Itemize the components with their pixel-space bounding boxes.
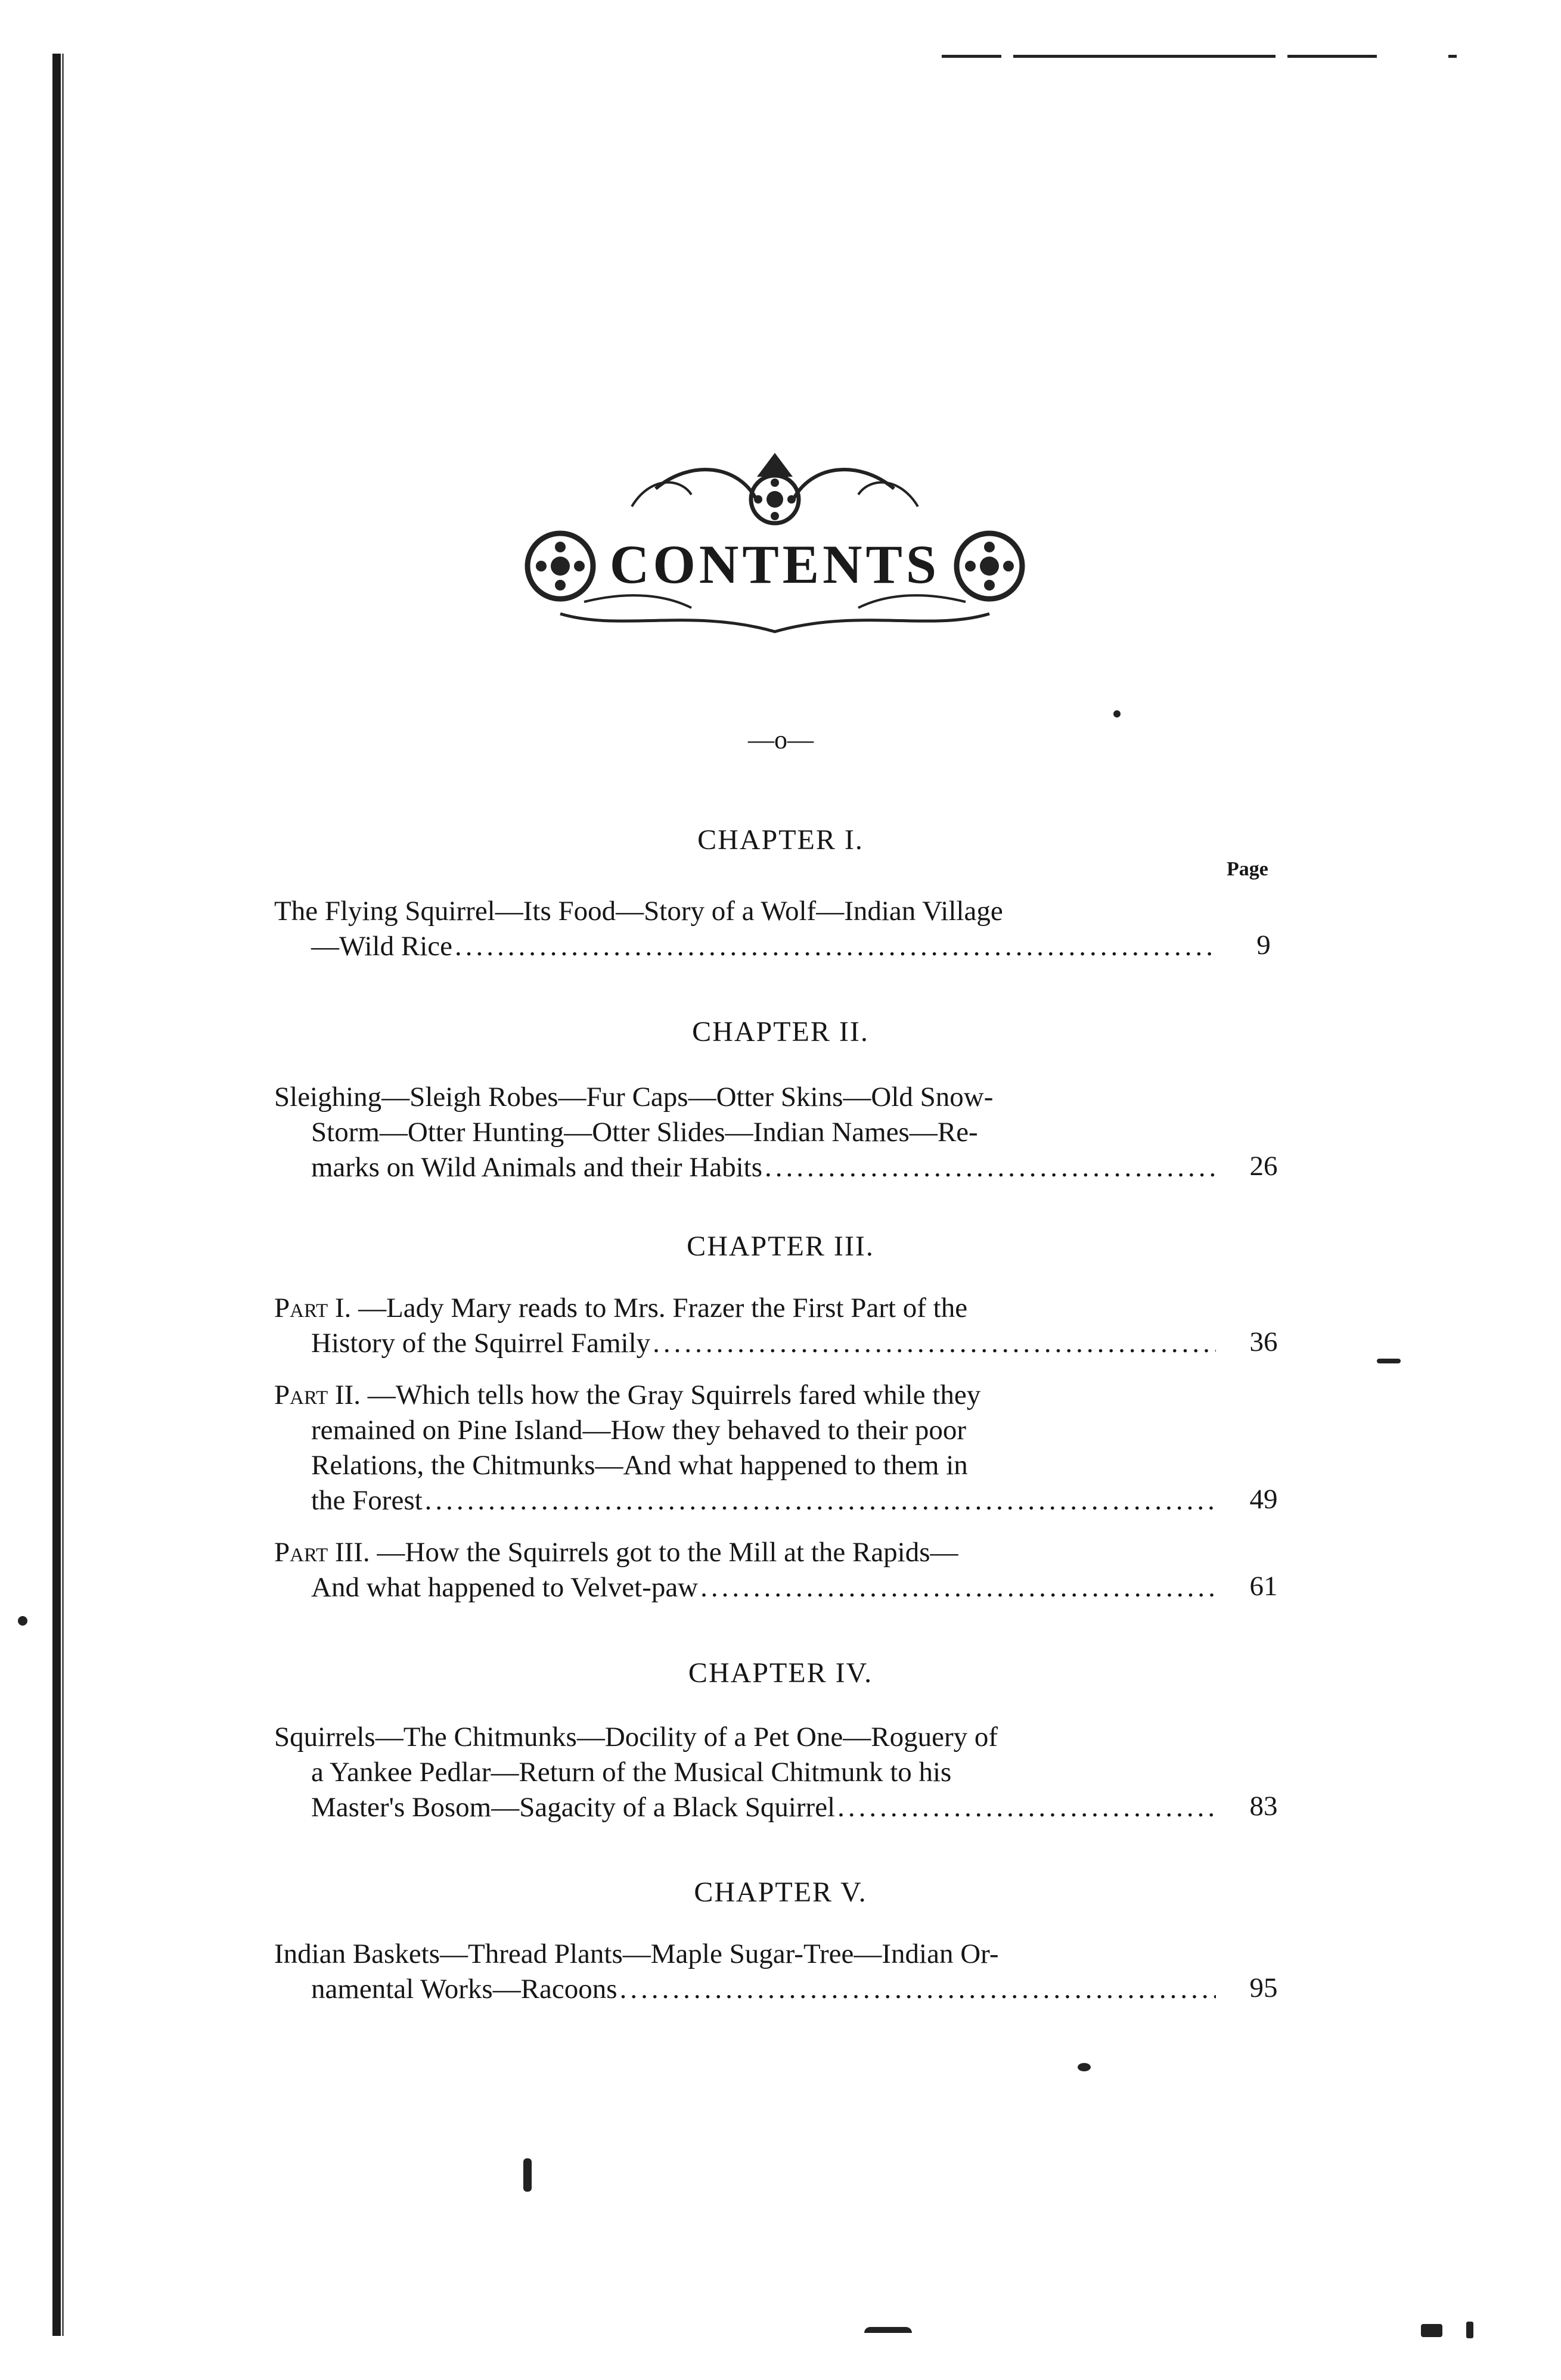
page-number: 9 [1256,930,1271,961]
chapter-heading: CHAPTER II. [692,1016,869,1048]
scan-speck [1421,2324,1442,2337]
scan-speck [1113,710,1121,717]
page-number: 36 [1249,1326,1278,1357]
page-column-label: Page [1227,858,1268,880]
entry-line: Storm—Otter Hunting—Otter Slides—Indian Names—Re- [311,1117,978,1148]
page-number: 95 [1249,1972,1278,2003]
scan-speck [1466,2322,1473,2338]
entry-line: Indian Baskets—Thread Plants—Maple Sugar-Tree—Indian Or- [274,1938,999,1969]
page-number: 49 [1249,1484,1278,1515]
scan-speck [864,2327,912,2333]
entry-line: remained on Pine Island—How they behaved to their poor [311,1415,966,1446]
entry-line: —Wild Rice ..... [274,929,1216,964]
scan-page-edge-shadow [62,54,64,2336]
chapter-heading: CHAPTER V. [694,1876,867,1908]
entry-line: a Yankee Pedlar—Return of the Musical Chitmunk to his [311,1757,952,1788]
entry-line: Master's Bosom—Sagacity of a Black Squirrel ..... [274,1790,1216,1825]
toc-entry [274,1080,1216,1185]
scan-speck [1377,1359,1401,1363]
part-label: Part I. [274,1292,352,1323]
entry-line: Part I. —Lady Mary reads to Mrs. Frazer the First Part of the [274,1292,968,1323]
entry-line: Part II. —Which tells how the Gray Squirrels fared while they [274,1379,981,1410]
scan-speck [18,1616,27,1626]
part-label: Part III. [274,1537,370,1568]
entry-line: And what happened to Velvet-paw ..... [274,1570,1216,1605]
page-number: 61 [1249,1571,1278,1602]
toc-entry [274,1378,1216,1518]
entry-line: Squirrels—The Chitmunks—Docility of a Pet One—Roguery of [274,1722,998,1753]
page-number: 26 [1249,1151,1278,1182]
scan-top-line [1448,55,1457,58]
entry-line: The Flying Squirrel—Its Food—Story of a Wolf—Indian Village [274,896,1003,927]
toc-entry [274,894,1216,964]
scan-top-line [942,55,1001,58]
contents-ornament-heading [513,453,1037,644]
scan-page-edge [52,54,61,2336]
entry-line: the Forest ..... [274,1483,1216,1518]
toc-entry [274,1291,1216,1361]
entry-line: Relations, the Chitmunks—And what happened to them in [311,1450,968,1481]
chapter-heading: CHAPTER I. [697,824,864,856]
part-label: Part II. [274,1379,361,1410]
entry-line: namental Works—Racoons ..... [274,1972,1216,2007]
toc-entry [274,1937,1216,2007]
entry-line: Sleighing—Sleigh Robes—Fur Caps—Otter Skins—Old Snow- [274,1082,994,1113]
contents-heading-text: CONTENTS [609,534,941,595]
scan-speck [523,2158,532,2192]
entry-line: Part III. —How the Squirrels got to the Mill at the Rapids— [274,1537,958,1568]
page-number: 83 [1249,1791,1278,1822]
scan-top-line [1013,55,1276,58]
toc-entry [274,1535,1216,1605]
scan-speck [1078,2063,1091,2071]
entry-line: marks on Wild Animals and their Habits ..... [274,1150,1216,1185]
chapter-heading: CHAPTER IV. [688,1657,873,1689]
entry-line: History of the Squirrel Family ..... [274,1326,1216,1361]
scan-top-line [1287,55,1377,58]
toc-entry [274,1720,1216,1825]
separator-rule: —o— [748,725,814,754]
chapter-heading: CHAPTER III. [687,1231,874,1262]
